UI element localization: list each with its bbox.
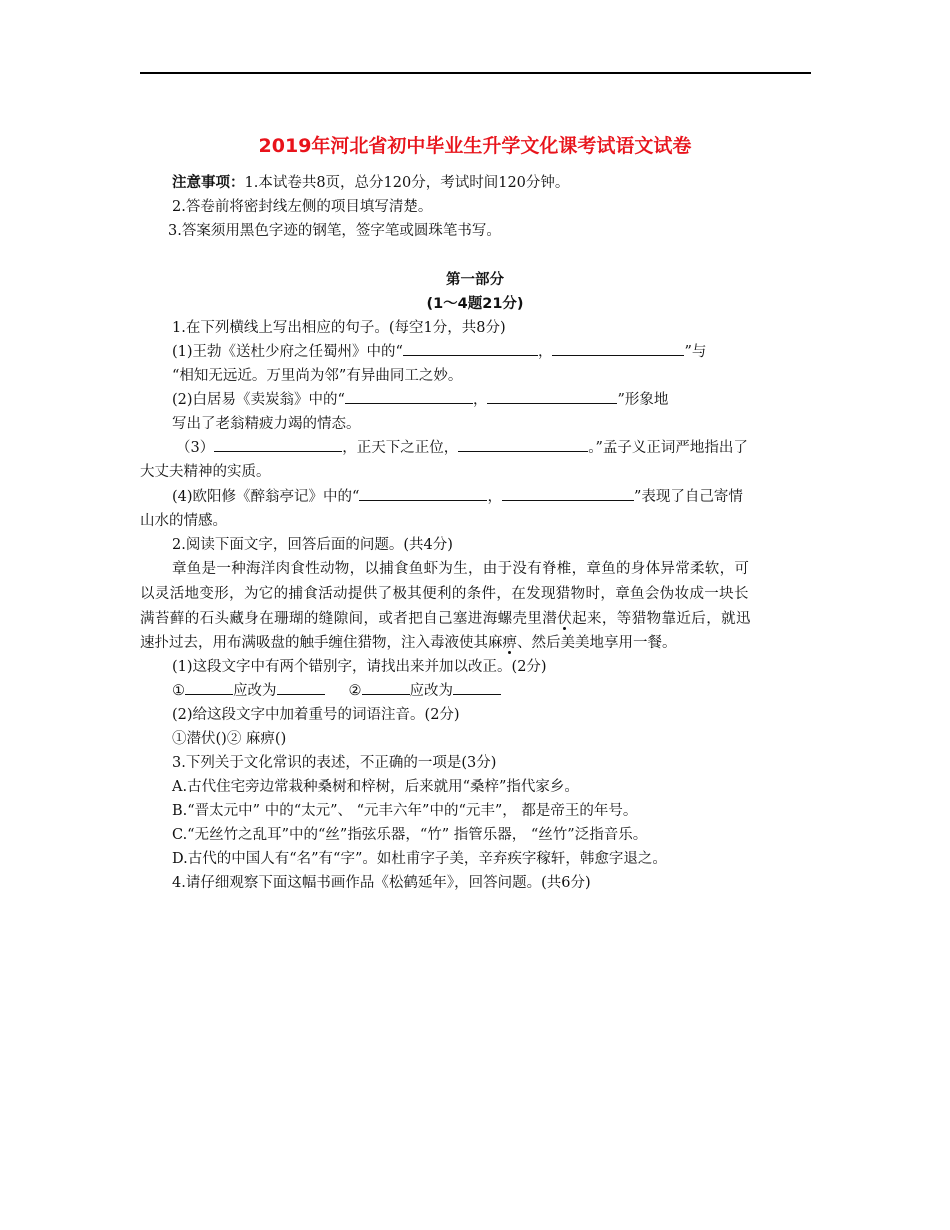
q1-sub2: (2)白居易《卖炭翁》中的“ ， ”形象地	[172, 388, 668, 412]
q3-option-a: A.古代住宅旁边常栽种桑树和梓树，后来就用“桑梓”指代家乡。	[172, 779, 579, 795]
q1-sub1: (1)王勃《送杜少府之任蜀州》中的“ ， ”与	[172, 340, 706, 364]
q2-sub2: (2)给这段文字中加着重号的词语注音。(2分)	[172, 707, 460, 723]
emphasis-char: 伏	[557, 611, 573, 627]
q1-sub4-cont: 山水的情感。	[140, 513, 227, 529]
q2-passage-line-1: 章鱼是一种海洋肉食性动物，以捕食鱼虾为生，由于没有脊椎，章鱼的身体异常柔软，可	[172, 561, 750, 577]
notice-item-3: 3.答案须用黑色字迹的钢笔，签字笔或圆珠笔书写。	[168, 223, 501, 239]
document-title: 2019年河北省初中毕业生升学文化课考试语文试卷	[258, 135, 692, 157]
answer-blank[interactable]	[214, 436, 342, 452]
q1-sub3: （3） ，正天下之正位， 。”孟子义正词严地指出了	[176, 436, 748, 460]
q3-option-d: D.古代的中国人有“名”有“字”。如杜甫字子美，辛弃疾字稼轩，韩愈字退之。	[172, 851, 667, 867]
answer-blank[interactable]	[362, 679, 410, 695]
q1-stem: 1.在下列横线上写出相应的句子。(每空1分，共8分)	[172, 320, 506, 336]
q1-sub4: (4)欧阳修《醉翁亭记》中的“ ， ”表现了自己寄情	[172, 485, 743, 509]
part-subheading: (1～4题21分)	[426, 296, 524, 312]
answer-blank[interactable]	[552, 340, 684, 356]
answer-blank[interactable]	[453, 679, 501, 695]
answer-blank[interactable]	[185, 679, 233, 695]
notice-item-1: 注意事项：1.本试卷共8页，总分120分，考试时间120分钟。	[172, 175, 570, 191]
q4-stem: 4.请仔细观察下面这幅书画作品《松鹤延年》，回答问题。(共6分)	[172, 875, 591, 891]
q2-sub1-answers: ① 应改为 ② 应改为	[172, 679, 501, 703]
answer-blank[interactable]	[458, 436, 588, 452]
header-rule	[140, 72, 811, 74]
q3-stem: 3.下列关于文化常识的表述，不正确的一项是(3分)	[172, 755, 497, 771]
q2-stem: 2.阅读下面文字，回答后面的问题。(共4分)	[172, 537, 453, 553]
q2-sub1: (1)这段文字中有两个错别字，请找出来并加以改正。(2分)	[172, 659, 547, 675]
answer-blank[interactable]	[277, 679, 325, 695]
q3-option-c: C.“无丝竹之乱耳”中的“丝”指弦乐器，“竹” 指管乐器， “丝竹”泛指音乐。	[172, 827, 648, 843]
answer-blank[interactable]	[403, 340, 538, 356]
answer-blank[interactable]	[487, 388, 617, 404]
q2-passage-line-4: 速扑过去，用布满吸盘的触手缠住猎物，注入毒液使其麻痹、然后美美地享用一餐。	[140, 635, 677, 651]
q2-sub2-answers: ①潜伏()② 麻痹()	[172, 731, 287, 747]
q2-passage-line-3: 满苔藓的石头藏身在珊瑚的缝隙间，或者把自己塞进海螺壳里潜伏起来，等猎物靠近后，就迅	[140, 611, 751, 627]
answer-blank[interactable]	[502, 485, 634, 501]
notice-label: 注意事项：	[172, 175, 245, 191]
q1-sub1-cont: “相知无远近。万里尚为邻”有异曲同工之妙。	[172, 368, 463, 384]
part-heading: 第一部分	[446, 272, 504, 288]
notice-item-2: 2.答卷前将密封线左侧的项目填写清楚。	[172, 199, 433, 215]
q2-passage-line-2: 以灵活地变形，为它的捕食活动提供了极其便利的条件，在发现猎物时，章鱼会伪妆成一块长	[140, 586, 749, 602]
q1-sub3-cont: 大丈夫精神的实质。	[140, 464, 271, 480]
answer-blank[interactable]	[359, 485, 487, 501]
answer-blank[interactable]	[345, 388, 473, 404]
q1-sub2-cont: 写出了老翁精疲力竭的情态。	[172, 416, 361, 432]
q3-option-b: B.“晋太元中” 中的“太元”、 “元丰六年”中的“元丰”， 都是帝王的年号。	[172, 803, 638, 819]
emphasis-char: 痹	[502, 635, 517, 651]
